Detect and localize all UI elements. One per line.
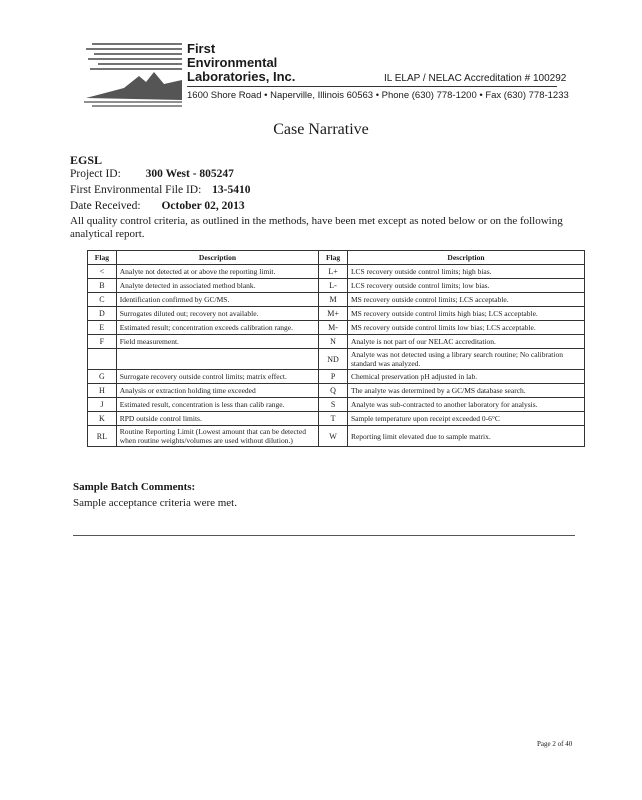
flag-code: E: [88, 321, 117, 335]
batch-comments-text: Sample acceptance criteria were met.: [73, 497, 237, 509]
project-id-value: 300 West - 805247: [145, 168, 234, 180]
flag-code: [88, 349, 117, 370]
company-address: 1600 Shore Road • Naperville, Illinois 60563 • Phone (630) 778-1200 • Fax (630) 778-1233: [187, 90, 569, 101]
qualifier-flags-table: [87, 250, 585, 447]
flag-code: Q: [319, 384, 348, 398]
flag-code: T: [319, 412, 348, 426]
table-row: [88, 384, 585, 398]
flag-description: Sample temperature upon receipt exceeded 0-6°C: [347, 412, 584, 426]
table-row: [88, 265, 585, 279]
flag-code: L+: [319, 265, 348, 279]
flag-description: Field measurement.: [116, 335, 318, 349]
flag-code: F: [88, 335, 117, 349]
document-title: Case Narrative: [273, 121, 369, 138]
file-id-value: 13-5410: [212, 184, 251, 196]
accreditation-number: IL ELAP / NELAC Accreditation # 100292: [384, 73, 567, 84]
header-divider: [187, 86, 557, 87]
table-row: [88, 335, 585, 349]
flag-description: LCS recovery outside control limits; low bias.: [347, 279, 584, 293]
flag-description: Estimated result; concentration exceeds calibration range.: [116, 321, 318, 335]
company-line-2: Environmental: [187, 55, 278, 70]
date-received-label: Date Received:: [70, 200, 141, 212]
client-name: EGSL: [70, 153, 103, 167]
table-row: [88, 398, 585, 412]
qc-statement: All quality control criteria, as outlined in the methods, have been met except as noted below or on the following analytical report.: [70, 215, 563, 240]
flag-description: [116, 349, 318, 370]
flag-code: B: [88, 279, 117, 293]
table-row: [88, 307, 585, 321]
flag-code: K: [88, 412, 117, 426]
flag-description: Analyte is not part of our NELAC accreditation.: [347, 335, 584, 349]
flag-description: MS recovery outside control limits high bias; LCS acceptable.: [347, 307, 584, 321]
flag-description: Analyte was not detected using a library search routine; No calibration standard was analyzed.: [347, 349, 584, 370]
project-id-row: [70, 168, 234, 180]
flag-header: Flag: [88, 251, 117, 265]
company-line-1: First: [187, 41, 216, 56]
flag-code: S: [319, 398, 348, 412]
file-id-row: [70, 184, 251, 196]
flag-description: Analyte not detected at or above the reporting limit.: [116, 265, 318, 279]
flag-description: Reporting limit elevated due to sample matrix.: [347, 426, 584, 447]
project-id-label: Project ID:: [70, 168, 121, 180]
date-received-value: October 02, 2013: [161, 200, 245, 212]
flag-description: MS recovery outside control limits low bias; LCS acceptable.: [347, 321, 584, 335]
flag-code: L-: [319, 279, 348, 293]
flag-description: Routine Reporting Limit (Lowest amount that can be detected when routine weights/volumes are used without dilution.): [116, 426, 318, 447]
flag-code: N: [319, 335, 348, 349]
flag-code: P: [319, 370, 348, 384]
flag-description: MS recovery outside control limits; LCS acceptable.: [347, 293, 584, 307]
flag-description: Analysis or extraction holding time exceeded: [116, 384, 318, 398]
table-row: [88, 349, 585, 370]
flag-code: ND: [319, 349, 348, 370]
flag-description: The analyte was determined by a GC/MS database search.: [347, 384, 584, 398]
section-divider: [73, 535, 575, 536]
flag-code: RL: [88, 426, 117, 447]
flag-code: G: [88, 370, 117, 384]
table-row: [88, 293, 585, 307]
batch-comments-heading: Sample Batch Comments:: [73, 481, 196, 493]
flag-code: D: [88, 307, 117, 321]
flag-code: J: [88, 398, 117, 412]
file-id-label: First Environmental File ID:: [70, 184, 202, 196]
flag-code: M+: [319, 307, 348, 321]
table-header-row: [88, 251, 585, 265]
page-number: Page 2 of 40: [537, 740, 573, 748]
table-row: [88, 412, 585, 426]
description-header: Description: [116, 251, 318, 265]
flag-description: Chemical preservation pH adjusted in lab.: [347, 370, 584, 384]
flag-code: H: [88, 384, 117, 398]
flag-description: RPD outside control limits.: [116, 412, 318, 426]
flag-code: C: [88, 293, 117, 307]
company-line-3: Laboratories, Inc.: [187, 69, 296, 84]
date-received-row: [70, 200, 245, 212]
flag-description: Surrogates diluted out; recovery not available.: [116, 307, 318, 321]
description-header-2: Description: [347, 251, 584, 265]
table-row: [88, 370, 585, 384]
flag-description: Estimated result, concentration is less than calib range.: [116, 398, 318, 412]
flag-description: Analyte was sub-contracted to another laboratory for analysis.: [347, 398, 584, 412]
company-name: [187, 42, 295, 84]
table-row: [88, 426, 585, 447]
flag-header-2: Flag: [319, 251, 348, 265]
flag-code: <: [88, 265, 117, 279]
flag-code: W: [319, 426, 348, 447]
flag-description: Surrogate recovery outside control limits; matrix effect.: [116, 370, 318, 384]
flag-description: Identification confirmed by GC/MS.: [116, 293, 318, 307]
table-row: [88, 321, 585, 335]
flag-code: M: [319, 293, 348, 307]
company-logo: [84, 36, 186, 108]
flag-code: M-: [319, 321, 348, 335]
flag-description: Analyte detected in associated method blank.: [116, 279, 318, 293]
flag-description: LCS recovery outside control limits; high bias.: [347, 265, 584, 279]
table-row: [88, 279, 585, 293]
